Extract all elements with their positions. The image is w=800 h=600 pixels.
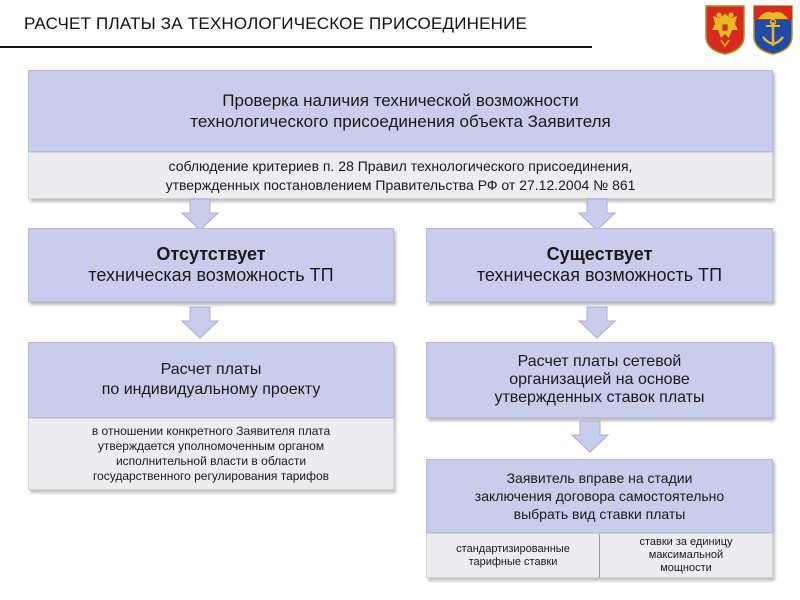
down-arrow-left-1: [180, 198, 220, 232]
possibility-absent-box: [28, 228, 394, 302]
check-title-line-2: технологического присоединения объекта Заявителя: [190, 112, 611, 131]
choice-line-2: заключения договора самостоятельно: [474, 488, 725, 504]
network-calc-line-2: организацией на основе: [509, 371, 690, 388]
choice-line-3: выбрать вид ставки платы: [513, 506, 686, 522]
murmansk-region-coat-of-arms-icon: [752, 4, 794, 56]
individual-calc-line-1: Расчет платы: [160, 361, 262, 378]
down-arrow-right-2: [577, 306, 617, 340]
network-calc-line-3: утвержденных ставок платы: [494, 389, 705, 406]
individual-calc-line-2: по индивидуальному проекту: [101, 381, 321, 398]
note-line-2: утверждается уполномоченным органом: [97, 439, 325, 453]
down-arrow-left-2: [180, 306, 220, 340]
down-arrow-right-3: [570, 420, 610, 454]
note-line-1: в отношении конкретного Заявителя плата: [91, 424, 331, 438]
note-line-3: исполнительной власти в области: [115, 454, 307, 468]
individual-calc-note-box: [28, 418, 394, 490]
network-rates-calc-box: [426, 342, 773, 418]
absent-description: техническая возможность ТП: [88, 265, 334, 285]
choice-line-1: Заявитель вправе на стадии: [506, 470, 693, 486]
exists-description: техническая возможность ТП: [476, 265, 723, 285]
technical-possibility-check-box: [28, 70, 773, 152]
rate-options-box: [426, 533, 773, 578]
title-underline: [0, 46, 592, 48]
option2-line-1: ставки за единицу: [639, 536, 733, 548]
down-arrow-right-1: [577, 198, 617, 232]
option1-line-1: стандартизированные: [456, 542, 570, 555]
absent-label: Отсутствует: [156, 244, 266, 264]
criteria-box: [28, 152, 773, 199]
rate-choice-box: [426, 459, 773, 533]
option2-line-2: максимальной: [648, 549, 724, 561]
page-title: РАСЧЕТ ПЛАТЫ ЗА ТЕХНОЛОГИЧЕСКОЕ ПРИСОЕДИНЕНИЕ: [24, 14, 528, 33]
exists-label: Существует: [546, 244, 653, 264]
note-line-4: государственного регулирования тарифов: [92, 469, 330, 483]
option-standardized-rates: [427, 534, 599, 577]
individual-project-calc-box: [28, 342, 394, 418]
option2-line-3: мощности: [660, 562, 712, 574]
possibility-exists-box: [426, 228, 773, 302]
option-capacity-rates: [600, 534, 772, 577]
option1-line-2: тарифные ставки: [468, 555, 558, 568]
check-title-line-1: Проверка наличия технической возможности: [222, 91, 579, 110]
russian-coat-of-arms-icon: [704, 4, 746, 56]
network-calc-line-1: Расчет платы сетевой: [517, 353, 682, 370]
criteria-line-1: соблюдение критериев п. 28 Правил технологического присоединения,: [168, 157, 633, 174]
criteria-line-2: утвержденных постановлением Правительства РФ от 27.12.2004 № 861: [165, 176, 636, 193]
